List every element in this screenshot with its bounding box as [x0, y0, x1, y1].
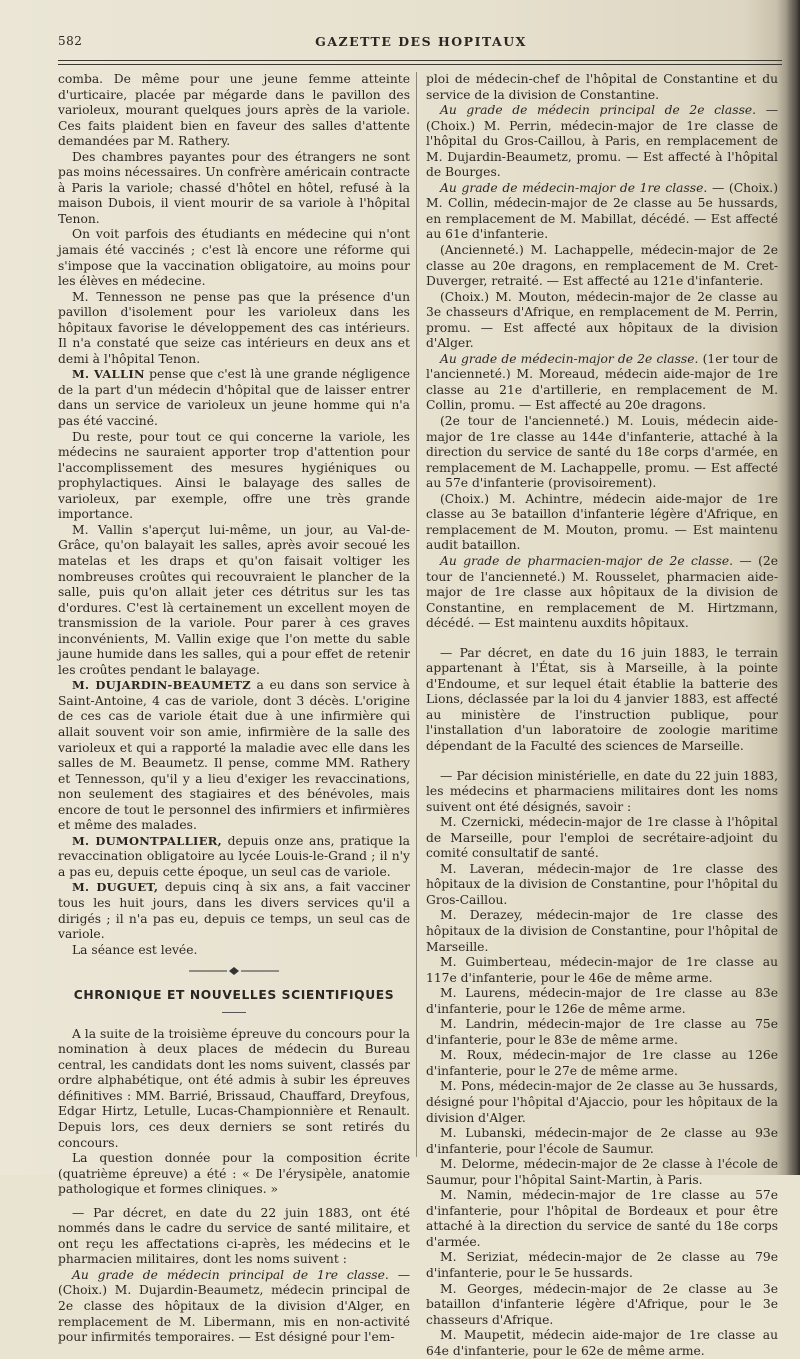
paragraph: [58, 1268, 410, 1346]
paragraph: M. Guimberteau, médecin-major de 1re classe au 117e d'infanterie, pour le 46e de même arme.: [426, 955, 778, 985]
paragraph: [58, 880, 410, 942]
paragraph: (Choix.) M. Achintre, médecin aide-major de 1re classe au 3e bataillon d'infanterie légère d'Afrique, en remplacement de M. Mouton, promu. — Est maintenu audit bataillon.: [426, 491, 778, 553]
ornament-rule-icon: [189, 966, 279, 976]
page-number: 582: [58, 34, 83, 48]
paragraph-text: — (Choix.) M. Dujardin-Beaumetz, médecin principal de 2e classe des hôpitaux de la division d'Alger, en remplacement de M. Libermann, mis en non-activité pour infirmités temporaires. — Est désigné pour l'em-: [58, 1267, 410, 1345]
spacer: [426, 755, 778, 769]
title-underline: [222, 1012, 246, 1013]
grade-heading: Au grade de pharmacien-major de 2e classe.: [440, 553, 734, 568]
left-column: [58, 72, 410, 1345]
grade-heading: Au grade de médecin-major de 2e classe.: [440, 351, 699, 366]
paragraph: comba. De même pour une jeune femme atteinte d'urticaire, placée par mégarde dans le pavillon des varioleux, mourant quelques jours après de la variole. Ces faits plaident bien en faveur des salles d'attente demandées par M. Rathery.: [58, 72, 410, 149]
paragraph: M. Seriziat, médecin-major de 2e classe au 79e d'infanterie, pour le 5e hussards.: [426, 1250, 778, 1281]
grade-heading: Au grade de médecin principal de 2e classe.: [440, 103, 757, 118]
paragraph: — Par décret, en date du 16 juin 1883, le terrain appartenant à l'État, sis à Marseille, à la pointe d'Endoume, et sur lequel était établie la batterie des Lions, déclassée par la loi du 4 janvier 1883, est affecté au ministère de l'instruction publique, pour l'installation d'un laboratoire de zoologie maritime dépendant de la Faculté des sciences de Marseille.: [426, 645, 778, 753]
paragraph: [58, 678, 410, 833]
paragraph: M. Czernicki, médecin-major de 1re classe à l'hôpital de Marseille, pour l'emploi de secrétaire-adjoint du comité consultatif de santé.: [426, 815, 778, 861]
right-column: [426, 72, 779, 1358]
paragraph-text: depuis onze ans, pratique la revaccination obligatoire au lycée Louis-le-Grand ; il n'y a pas eu, depuis cette époque, un seul cas de variole.: [58, 833, 410, 879]
section-divider: [58, 958, 410, 984]
paragraph-text: depuis cinq à six ans, a fait vacciner tous les huit jours, dans les divers services qu'il a dirigés ; il n'a pas eu, depuis ce temps, un seul cas de variole.: [58, 880, 410, 942]
paragraph: [426, 103, 778, 181]
paragraph: M. Laurens, médecin-major de 1re classe au 83e d'infanterie, pour le 126e de même arme.: [426, 986, 778, 1016]
paragraph: — Par décision ministérielle, en date du 22 juin 1883, les médecins et pharmaciens militaires dont les noms suivent ont été désignés, savoir :: [426, 768, 778, 814]
section-title: CHRONIQUE ET NOUVELLES SCIENTIFIQUES: [73, 988, 395, 1003]
speaker-name: M. DUGUET,: [72, 880, 159, 895]
paragraph: La séance est levée.: [72, 942, 198, 957]
binding-shadow: [786, 0, 800, 1175]
speaker-name: M. DUMONTPALLIER,: [72, 833, 222, 848]
paragraph: (2e tour de l'ancienneté.) M. Louis, médecin aide-major de 1re classe au 144e d'infanterie, attaché à la direction du service de santé du 18e corps d'armée, en remplacement de M. Lachappelle, promu. — Est affecté au 57e d'infanterie (provisoirement).: [426, 414, 778, 491]
paragraph: M. Lubanski, médecin-major de 2e classe au 93e d'infanterie, pour l'école de Saumur.: [426, 1126, 778, 1156]
paragraph: ploi de médecin-chef de l'hôpital de Constantine et du service de la division de Constantine.: [426, 72, 778, 102]
paragraph: Du reste, pour tout ce qui concerne la variole, les médecins ne sauraient apporter trop d'attention pour l'accomplissement des mesures hygiéniques ou prophylactiques. Ainsi le balayage des salles de varioleux, par exemple, offre une très grande importance.: [58, 429, 410, 522]
header-rule: [58, 60, 782, 65]
paragraph: [426, 352, 778, 414]
paragraph: A la suite de la troisième épreuve du concours pour la nomination à deux places de médecin du Bureau central, les candidats dont les noms suivent, classés par ordre alphabétique, ont été admis à subir les épreuves définitives : MM. Barrié, Brissaud, Chauffard, Dreyfous, Edgar Hirtz, Letulle, Lucas-Championnière et Renault. Depuis lors, ces deux derniers se sont retirés du concours.: [58, 1026, 410, 1150]
paragraph: M. Delorme, médecin-major de 2e classe à l'école de Saumur, pour l'hôpital Saint-Martin, à Paris.: [426, 1157, 778, 1187]
paragraph: M. Tennesson ne pense pas que la présence d'un pavillon d'isolement pour les varioleux dans les hôpitaux favorise le développement des cas intérieurs. Il n'a constaté que seize cas intérieurs en deux ans et demi à l'hôpital Tenon.: [58, 289, 410, 366]
grade-heading: Au grade de médecin-major de 1re classe.: [440, 180, 708, 195]
paragraph: M. Roux, médecin-major de 1re classe au 126e d'infanterie, pour le 27e de même arme.: [426, 1048, 778, 1078]
paragraph: (Ancienneté.) M. Lachappelle, médecin-major de 2e classe au 20e dragons, en remplacement de M. Cret-Duverger, retraité. — Est affecté au 121e d'infanterie.: [426, 243, 778, 289]
paragraph: M. Georges, médecin-major de 2e classe au 3e bataillon d'infanterie légère d'Afrique, pour le 3e chasseurs d'Afrique.: [426, 1281, 778, 1327]
paragraph: — Par décret, en date du 22 juin 1883, ont été nommés dans le cadre du service de santé militaire, et ont reçu les affectations ci-après, les médecins et le pharmacien militaires, dont les noms suivent :: [58, 1205, 410, 1267]
running-title: GAZETTE DES HOPITAUX: [315, 34, 527, 49]
paragraph: M. Landrin, médecin-major de 1re classe au 75e d'infanterie, pour le 83e de même arme.: [426, 1017, 778, 1047]
spacer: [426, 632, 778, 646]
paragraph-text: — (Choix.) M. Perrin, médecin-major de 1re classe de l'hôpital du Gros-Caillou, à Paris, en remplacement de M. Dujardin-Beaumetz, promu. — Est affecté à l'hôpital de Bourges.: [426, 103, 778, 180]
paragraph: [58, 834, 410, 881]
paragraph: M. Pons, médecin-major de 2e classe au 3e hussards, désigné pour l'hôpital d'Ajaccio, pour les hôpitaux de la division d'Alger.: [426, 1079, 778, 1125]
paragraph: M. Maupetit, médecin aide-major de 1re classe au 64e d'infanterie, pour le 62e de même arme.: [426, 1328, 778, 1358]
paragraph-text: a eu dans son service à Saint-Antoine, 4 cas de variole, dont 3 décès. L'origine de ces cas de variole était due à une infirmière qui allait souvent voir son amie, infirmière de la salle des varioleux et qui a rapporté la maladie avec elle dans les salles de M. Beaumetz. Il pense, comme MM. Rathery et Tennesson, qu'il y a lieu d'exiger les revaccinations, non seulement des stagiaires et des bénévoles, mais encore de tout le personnel des infirmiers et infirmières et même des malades.: [58, 678, 410, 833]
paragraph-text: (1er tour de l'ancienneté.) M. Moreaud, médecin aide-major de 1re classe au 21e d'artillerie, en remplacement de M. Collin, promu. — Est affecté au 20e dragons.: [426, 351, 778, 413]
paragraph: [58, 367, 410, 429]
paragraph: M. Laveran, médecin-major de 1re classe des hôpitaux de la division de Constantine, pour l'hôpital du Gros-Caillou.: [426, 861, 778, 907]
paragraph: Des chambres payantes pour des étrangers ne sont pas moins nécessaires. Un confrère américain contracte à Paris la variole; chassé d'hôtel en hôtel, refusé à la maison Dubois, il vient mourir de sa variole à l'hôpital Tenon.: [58, 149, 410, 226]
paragraph-text: — (Choix.) M. Collin, médecin-major de 2e classe au 5e hussards, en remplacement de M. Mabillat, décédé. — Est affecté au 61e d'infanterie.: [426, 180, 778, 242]
spacer: [58, 1198, 410, 1206]
paragraph-text: — (2e tour de l'ancienneté.) M. Rousselet, pharmacien aide-major de 1re classe aux hôpitaux de la division de Constantine, en remplacement de M. Hirtzmann, décédé. — Est maintenu auxdits hôpitaux.: [426, 553, 779, 631]
paragraph: La question donnée pour la composition écrite (quatrième épreuve) a été : « De l'érysipèle, anatomie pathologique et formes cliniques. »: [58, 1151, 410, 1197]
paragraph: [426, 554, 778, 632]
paragraph: M. Vallin s'aperçut lui-même, un jour, au Val-de-Grâce, qu'on balayait les salles, après avoir secoué les matelas et les draps et qu'on faisait voltiger les nombreuses croûtes qui recouvraient le plancher de la salle, puis qu'on allait jeter ces détritus sur les tas d'ordures. C'est là certainement un excellent moyen de transmission de la variole. Pour parer à ces graves inconvénients, M. Vallin exige que l'on mette du sable jaune humide dans les salles, qui a pour effet de retenir les croûtes pendant le balayage.: [58, 522, 410, 677]
paragraph-text: pense que c'est là une grande négligence de la part d'un médecin d'hôpital que de laisser entrer dans un service de varioleux un jeune homme qui n'a pas été vacciné.: [58, 367, 410, 429]
speaker-name: M. VALLIN: [72, 367, 145, 382]
paragraph: M. Namin, médecin-major de 1re classe au 57e d'infanterie, pour l'hôpital de Bordeaux et pour être attaché à la direction du service de santé du 18e corps d'armée.: [426, 1188, 778, 1249]
column-divider: [416, 72, 417, 1157]
paragraph: [426, 181, 778, 243]
paragraph: (Choix.) M. Mouton, médecin-major de 2e classe au 3e chasseurs d'Afrique, en remplacement de M. Perrin, promu. — Est affecté aux hôpitaux de la division d'Alger.: [426, 289, 778, 351]
paragraph: On voit parfois des étudiants en médecine qui n'ont jamais été vaccinés ; c'est là encore une réforme qui s'impose que la vaccination obligatoire, au moins pour les élèves en médecine.: [58, 227, 410, 289]
page-header: [58, 34, 784, 58]
speaker-name: M. DUJARDIN-BEAUMETZ: [72, 678, 251, 693]
grade-heading: Au grade de médecin principal de 1re classe.: [72, 1267, 389, 1282]
paragraph: M. Derazey, médecin-major de 1re classe des hôpitaux de la division de Constantine, pour l'hôpital de Marseille.: [426, 908, 778, 954]
